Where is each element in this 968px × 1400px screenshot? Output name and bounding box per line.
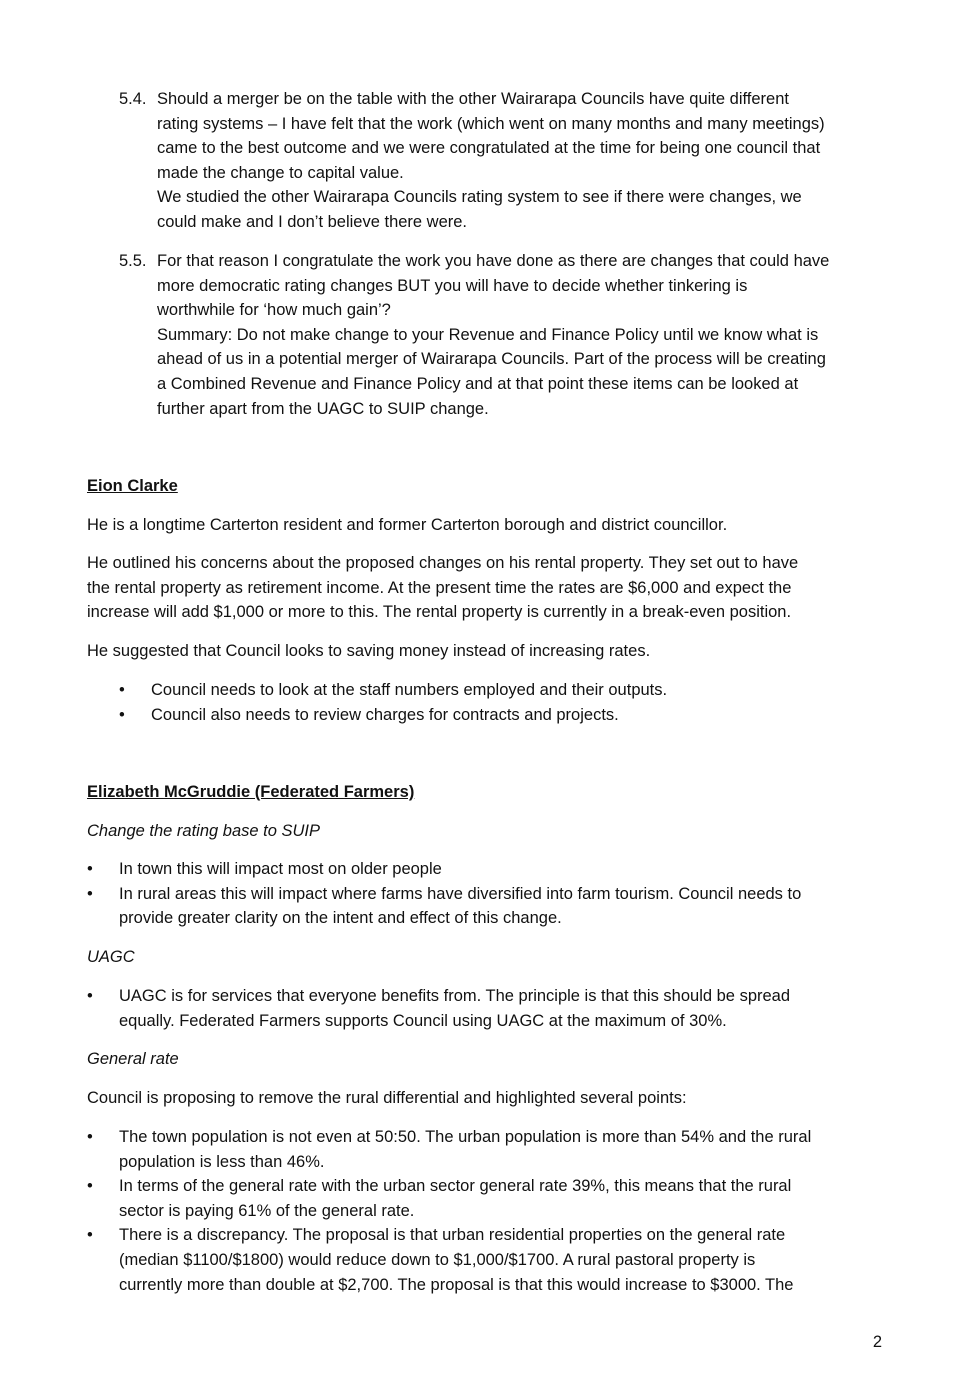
line: worthwhile for ‘how much gain’?	[157, 301, 391, 320]
subheading-uagc: UAGC	[87, 948, 135, 966]
list-item	[87, 1174, 882, 1223]
speaker-heading-eion-clarke: Eion Clarke	[87, 477, 178, 495]
line: We studied the other Wairarapa Councils rating system to see if there were changes, we	[157, 188, 802, 207]
line: made the change to capital value.	[157, 163, 404, 182]
line: Summary: Do not make change to your Revenue and Finance Policy until we know what is	[157, 325, 819, 344]
line: He outlined his concerns about the proposed changes on his rental property. They set out to have	[87, 554, 799, 572]
item-body	[157, 87, 889, 235]
item-number: 5.5.	[119, 252, 147, 270]
paragraph	[87, 551, 882, 625]
line: the rental property as retirement income. At the present time the rates are $6,000 and expect the	[87, 578, 792, 597]
line: could make and I don’t believe there were.	[157, 212, 468, 231]
bullet-list	[87, 1125, 882, 1297]
item-body	[157, 249, 889, 421]
line: equally. Federated Farmers supports Council using UAGC at the maximum of 30%.	[119, 1011, 727, 1030]
line: rating systems – I have felt that the work (which went on many months and many meetings)	[157, 114, 825, 133]
numbered-item-5-4	[119, 87, 889, 235]
list-item	[87, 984, 882, 1033]
line: provide greater clarity on the intent and effect of this change.	[119, 909, 562, 928]
line: population is less than 46%.	[119, 1152, 325, 1171]
list-item: • Council also needs to review charges for contracts and projects.	[119, 703, 879, 728]
line: further apart from the UAGC to SUIP change.	[157, 399, 489, 418]
line: (median $1100/$1800) would reduce down to $1,000/$1700. A rural pastoral property is	[119, 1250, 756, 1269]
line: • UAGC is for services that everyone benefits from. The principle is that this should be spread	[119, 987, 791, 1005]
subheading-suip: Change the rating base to SUIP	[87, 822, 320, 840]
speaker-heading-elizabeth-mcgruddie: Elizabeth McGruddie (Federated Farmers)	[87, 783, 415, 801]
line: • In town this will impact most on older people	[119, 860, 442, 878]
line: ahead of us in a potential merger of Wairarapa Councils. Part of the process will be creating	[157, 350, 826, 369]
line: • In terms of the general rate with the urban sector general rate 39%, this means that the rural	[119, 1177, 792, 1196]
line: a Combined Revenue and Finance Policy and at that point these items can be looked at	[157, 374, 799, 393]
line: • There is a discrepancy. The proposal is that urban residential properties on the general rate	[119, 1226, 786, 1245]
line: Should a merger be on the table with the other Wairarapa Councils have quite different	[157, 90, 789, 108]
paragraph: He is a longtime Carterton resident and former Carterton borough and district councillor.	[87, 516, 728, 534]
line: sector is paying 61% of the general rate.	[119, 1201, 415, 1220]
line: came to the best outcome and we were congratulated at the time for being one council that	[157, 139, 821, 158]
list-item	[87, 1223, 882, 1297]
item-number: 5.4.	[119, 90, 147, 108]
bullet-list	[87, 984, 882, 1033]
line: • In rural areas this will impact where farms have diversified into farm tourism. Council needs to	[119, 884, 802, 903]
bullet-list	[119, 678, 879, 727]
subheading-general-rate: General rate	[87, 1050, 179, 1068]
page-number: 2	[872, 1333, 882, 1351]
list-item: • Council needs to look at the staff numbers employed and their outputs.	[119, 678, 879, 703]
line: • The town population is not even at 50:50. The urban population is more than 54% and the rural	[119, 1128, 812, 1146]
line: more democratic rating changes BUT you will have to decide whether tinkering is	[157, 276, 748, 295]
list-item	[87, 1125, 882, 1174]
list-item	[87, 857, 882, 882]
list-item	[87, 882, 882, 931]
line: currently more than double at $2,700. The proposal is that this would increase to $3000. The	[119, 1275, 794, 1294]
line: For that reason I congratulate the work you have done as there are changes that could have	[157, 252, 830, 270]
paragraph: Council is proposing to remove the rural differential and highlighted several points:	[87, 1089, 687, 1107]
line: increase will add $1,000 or more to this. The rental property is currently in a break-even position.	[87, 603, 792, 622]
numbered-item-5-5	[119, 249, 889, 421]
bullet-list	[87, 857, 882, 931]
paragraph: He suggested that Council looks to saving money instead of increasing rates.	[87, 642, 651, 660]
